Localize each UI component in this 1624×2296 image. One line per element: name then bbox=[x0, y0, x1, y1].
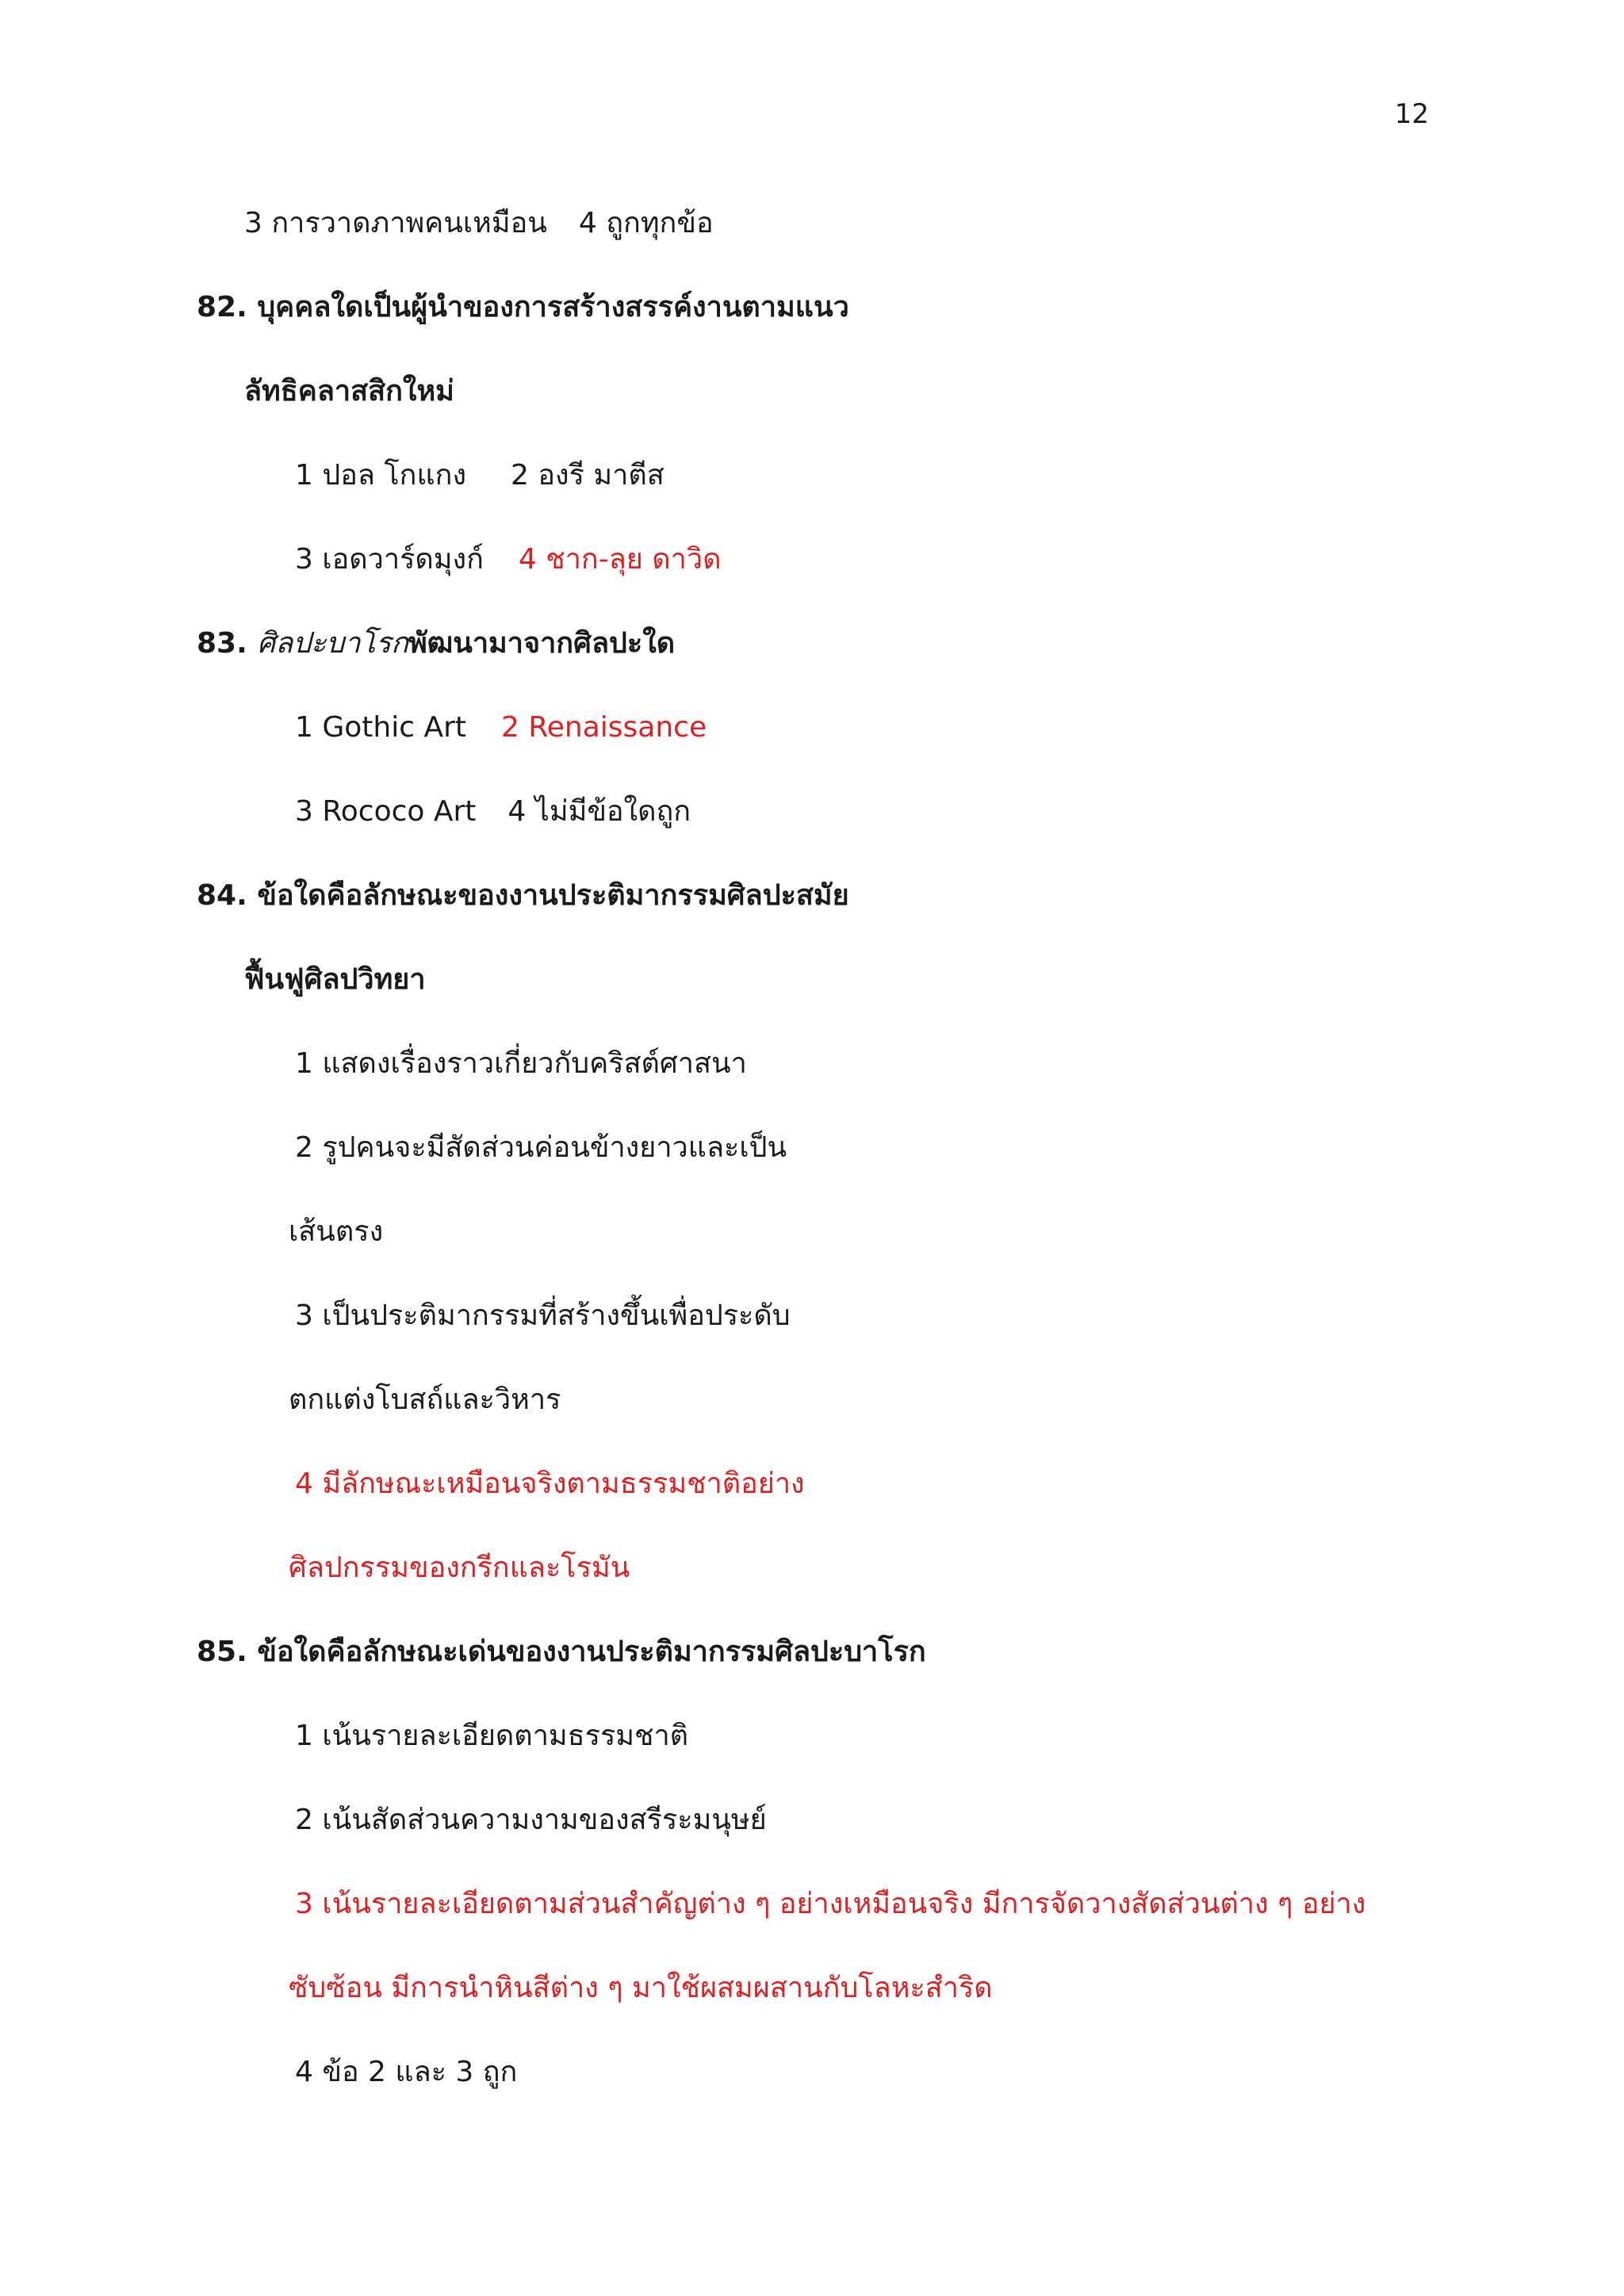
question-text: บุคคลใดเป็นผู้นำของการสร้างสรรค์งานตามแนว bbox=[257, 291, 849, 323]
option-text: 1 Gothic Art bbox=[295, 711, 466, 744]
question-82-options-row1 bbox=[295, 453, 665, 498]
correct-answer: 2 Renaissance bbox=[500, 711, 707, 744]
question-85-option-1: 1 เน้นรายละเอียดตามธรรมชาติ bbox=[295, 1720, 689, 1752]
question-84-option-3-continued: ตกแต่งโบสถ์และวิหาร bbox=[289, 1383, 561, 1416]
question-text: ข้อใดคือลักษณะเด่นของงานประติมากรรมศิลปะบาโรก bbox=[257, 1636, 926, 1668]
option-text: 4 ไม่มีข้อใดถูก bbox=[508, 795, 691, 828]
question-85-option-2: 2 เน้นสัดส่วนความงามของสรีระมนุษย์ bbox=[295, 1804, 767, 1836]
question-text: พัฒนามาจากศิลปะใด bbox=[408, 627, 676, 660]
question-85-option-4: 4 ข้อ 2 และ 3 ถูก bbox=[295, 2056, 518, 2088]
correct-answer-continued: ซับซ้อน มีการนำหินสีต่าง ๆ มาใช้ผสมผสานกับโลหะสำริด bbox=[289, 1972, 993, 2004]
correct-answer-continued: ศิลปกรรมของกรีกและโรมัน bbox=[289, 1552, 630, 1584]
question-number: 83. bbox=[197, 627, 247, 660]
correct-answer: 3 เน้นรายละเอียดตามส่วนสำคัญต่าง ๆ อย่างเหมือนจริง มีการจัดวางสัดส่วนต่าง ๆ อย่าง bbox=[295, 1888, 1366, 1920]
option-text: 4 ถูกทุกข้อ bbox=[578, 207, 714, 239]
question-text: ข้อใดคือลักษณะของงานประติมากรรมศิลปะสมัย bbox=[257, 879, 849, 912]
question-number: 85. bbox=[197, 1636, 247, 1668]
question-82 bbox=[197, 285, 849, 330]
option-text: 3 การวาดภาพคนเหมือน bbox=[244, 207, 547, 239]
question-84-option-1: 1 แสดงเรื่องราวเกี่ยวกับคริสต์ศาสนา bbox=[295, 1047, 747, 1080]
question-text-italic: ศิลปะบาโรก bbox=[257, 627, 408, 660]
question-84-option-2: 2 รูปคนจะมีสัดส่วนค่อนข้างยาวและเป็น bbox=[295, 1131, 787, 1164]
question-84-option-3: 3 เป็นประติมากรรมที่สร้างขึ้นเพื่อประดับ bbox=[295, 1299, 791, 1332]
question-85 bbox=[197, 1630, 926, 1674]
question-84-option-2-continued: เส้นตรง bbox=[289, 1215, 384, 1248]
correct-answer: 4 ชาก-ลุย ดาวิด bbox=[518, 543, 722, 576]
option-text: 3 Rococo Art bbox=[295, 795, 477, 828]
question-83 bbox=[197, 622, 675, 666]
question-number: 84. bbox=[197, 879, 247, 912]
option-text: 2 องรี มาตีส bbox=[511, 459, 665, 492]
question-83-options-row2 bbox=[295, 790, 691, 834]
option-text: 1 ปอล โกแกง bbox=[295, 459, 467, 492]
question-82-options-row2 bbox=[295, 538, 721, 582]
question-83-options-row1 bbox=[295, 706, 707, 750]
question-number: 82. bbox=[197, 291, 247, 323]
correct-answer: 4 มีลักษณะเหมือนจริงตามธรรมชาติอย่าง bbox=[295, 1468, 805, 1500]
option-text: 3 เอดวาร์ดมุงก์ bbox=[295, 543, 484, 576]
prev-question-options bbox=[244, 201, 714, 246]
question-82-continued: ลัทธิคลาสสิกใหม่ bbox=[244, 375, 454, 408]
question-84-continued: ฟื้นฟูศิลปวิทยา bbox=[244, 963, 426, 996]
question-84 bbox=[197, 874, 849, 918]
page-number: 12 bbox=[1394, 98, 1429, 130]
